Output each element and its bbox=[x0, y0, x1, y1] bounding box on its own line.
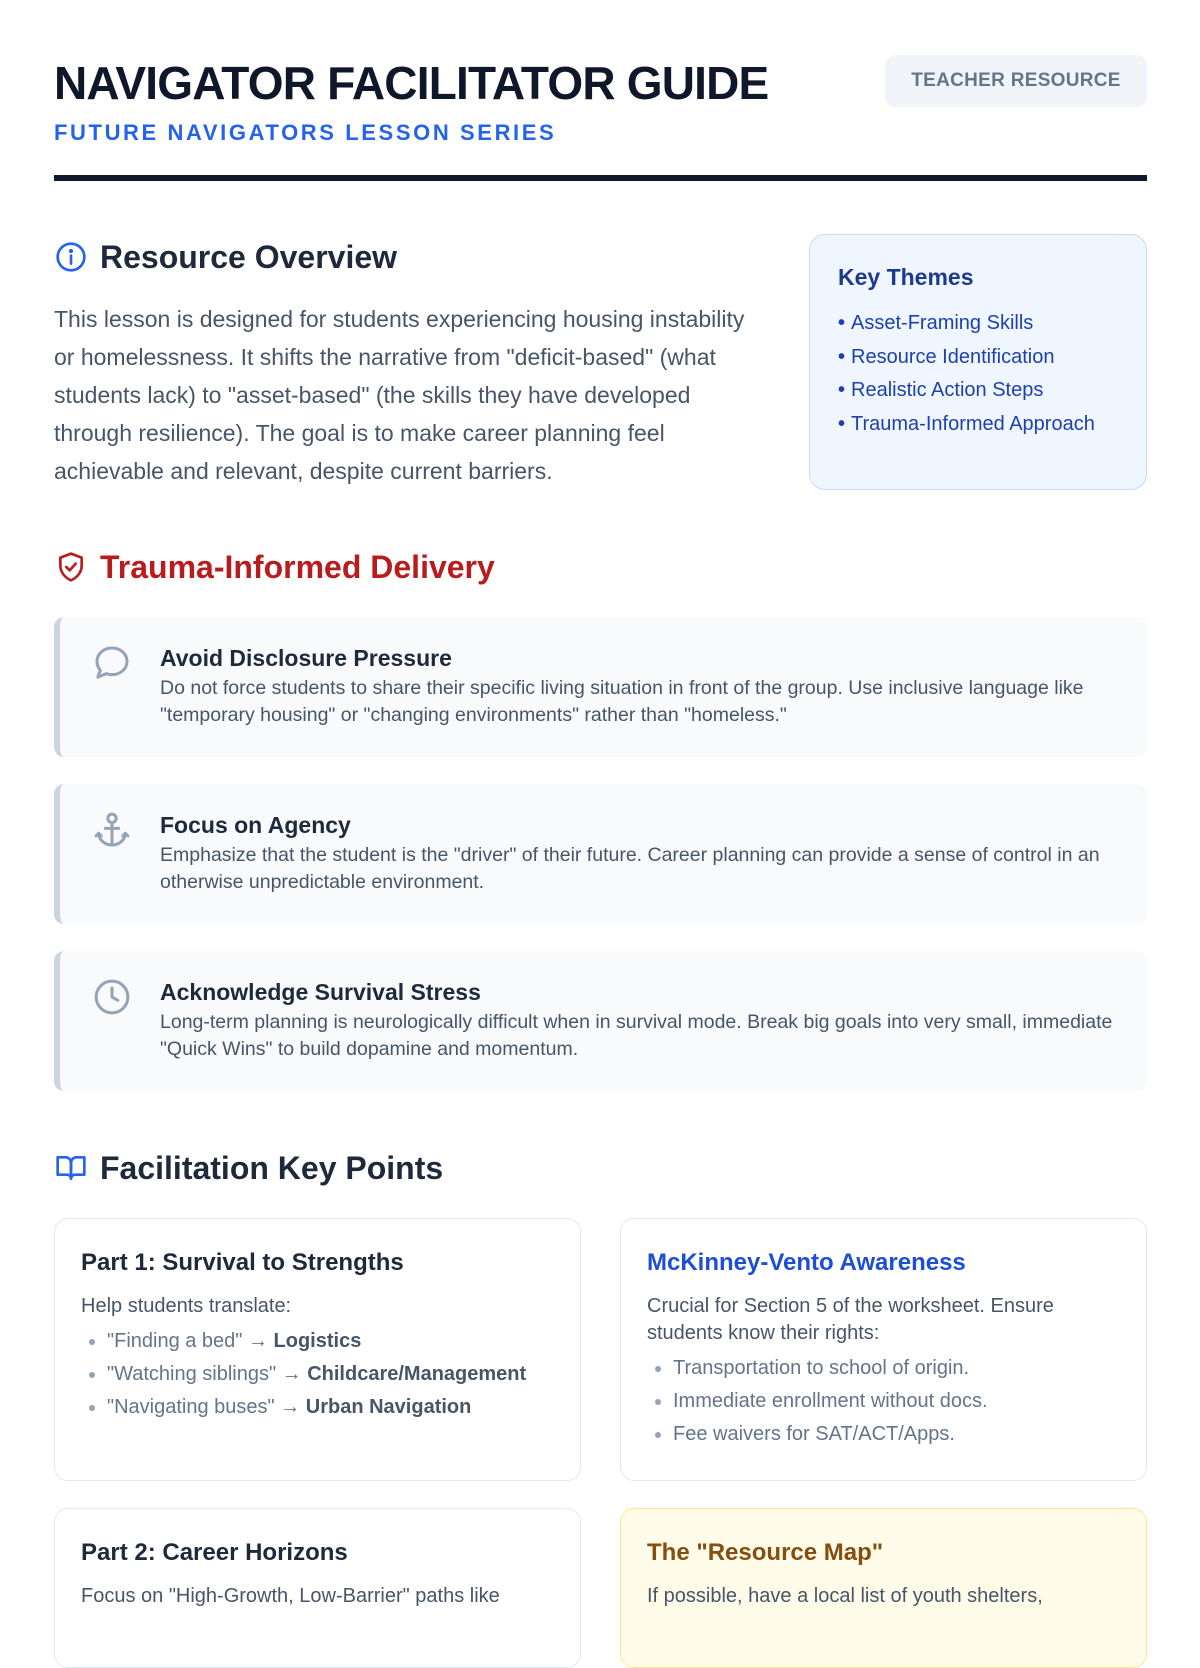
trauma-card-text: Long-term planning is neurologically difficult when in survival mode. Break big goals into very small, immediate "Quick Wins" to build dopamine and momentum. bbox=[160, 1011, 1113, 1060]
mckinney-list bbox=[647, 1355, 1120, 1448]
overview-heading: Resource Overview bbox=[100, 239, 398, 275]
resource-map-title: The "Resource Map" bbox=[647, 1539, 884, 1566]
part1-card bbox=[54, 1218, 581, 1481]
list-item: • "Finding a bed" → Logistics bbox=[107, 1328, 554, 1355]
shield-check-icon bbox=[54, 550, 88, 584]
list-item: • "Navigating buses" → Urban Navigation bbox=[107, 1394, 554, 1421]
mckinney-vento-card bbox=[620, 1218, 1147, 1481]
part2-card bbox=[54, 1508, 581, 1668]
page-subtitle: FUTURE NAVIGATORS LESSON SERIES bbox=[54, 120, 557, 145]
key-themes-list bbox=[838, 307, 1118, 441]
overview-text: This lesson is designed for students experiencing housing instability or homelessness. It shifts the narrative from "deficit-based" (what students lack) to "asset-based" (the skills they have developed through resilience). The goal is to make career planning feel achievable and relevant, despite current barriers. bbox=[54, 306, 745, 484]
trauma-heading: Trauma-Informed Delivery bbox=[100, 549, 495, 585]
trauma-card-text: Do not force students to share their specific living situation in front of the group. Use inclusive language like "temporary housing" or "changing environments" rather than "homeless." bbox=[160, 677, 1084, 726]
trauma-card-agency bbox=[54, 784, 1147, 924]
resource-map-card bbox=[620, 1508, 1147, 1668]
mckinney-title: McKinney-Vento Awareness bbox=[647, 1249, 966, 1276]
key-themes-heading: Key Themes bbox=[838, 264, 974, 290]
keypoints-heading: Facilitation Key Points bbox=[100, 1150, 444, 1186]
list-item: • "Watching siblings" → Childcare/Management bbox=[107, 1361, 554, 1388]
mckinney-intro: Crucial for Section 5 of the worksheet. Ensure students know their rights: bbox=[647, 1295, 1054, 1344]
info-icon bbox=[54, 240, 88, 274]
header-divider bbox=[54, 175, 1147, 181]
overview-section-heading bbox=[54, 237, 397, 277]
page-title: NAVIGATOR FACILITATOR GUIDE bbox=[54, 57, 769, 109]
trauma-card-title: Focus on Agency bbox=[160, 812, 351, 838]
trauma-section-heading bbox=[54, 547, 495, 587]
trauma-card-title: Avoid Disclosure Pressure bbox=[160, 645, 452, 671]
part1-list bbox=[81, 1328, 554, 1421]
trauma-card-title: Acknowledge Survival Stress bbox=[160, 979, 481, 1005]
keypoints-section-heading bbox=[54, 1148, 443, 1188]
part2-title: Part 2: Career Horizons bbox=[81, 1539, 348, 1566]
key-theme-item: • Realistic Action Steps bbox=[838, 379, 1044, 401]
speech-bubble-icon bbox=[92, 643, 132, 683]
part1-title: Part 1: Survival to Strengths bbox=[81, 1249, 404, 1276]
key-theme-item: • Asset-Framing Skills bbox=[838, 312, 1034, 334]
key-themes-box bbox=[809, 234, 1147, 490]
anchor-icon bbox=[92, 810, 132, 850]
list-item: • Fee waivers for SAT/ACT/Apps. bbox=[673, 1421, 1120, 1448]
page-header bbox=[54, 55, 1147, 180]
part2-intro: Focus on "High-Growth, Low-Barrier" paths like bbox=[81, 1585, 500, 1607]
part1-intro: Help students translate: bbox=[81, 1295, 292, 1317]
list-item: • Transportation to school of origin. bbox=[673, 1355, 1120, 1382]
trauma-card-text: Emphasize that the student is the "driver" of their future. Career planning can provide a sense of control in an otherwise unpredictable environment. bbox=[160, 844, 1100, 893]
open-book-icon bbox=[54, 1151, 88, 1185]
key-theme-item: • Trauma-Informed Approach bbox=[838, 412, 1095, 435]
trauma-card-disclosure bbox=[54, 617, 1147, 757]
list-item: • Immediate enrollment without docs. bbox=[673, 1388, 1120, 1415]
teacher-resource-badge: TEACHER RESOURCE bbox=[885, 55, 1147, 107]
key-theme-item: • Resource Identification bbox=[838, 345, 1055, 368]
resource-map-intro: If possible, have a local list of youth shelters, bbox=[647, 1585, 1043, 1607]
clock-icon bbox=[92, 977, 132, 1017]
trauma-card-survival-stress bbox=[54, 951, 1147, 1091]
